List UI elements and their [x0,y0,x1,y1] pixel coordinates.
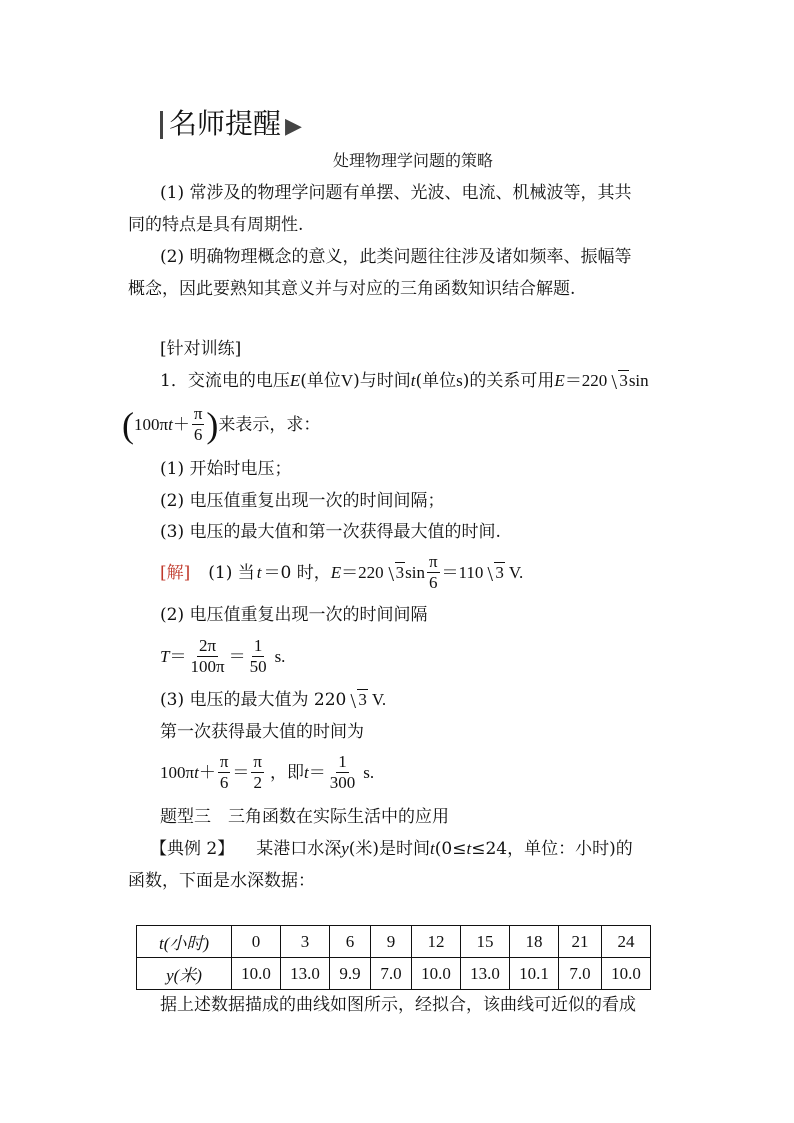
frac-num: π [219,752,229,771]
table-cell: 18 [510,926,559,958]
solution-line2: (2) 电压值重复出现一次的时间间隔 [160,605,428,625]
strategy-title: 处理物理学问题的策略 [333,151,494,170]
q-formula-coef: ＝220 [564,371,608,390]
footer-text: 据上述数据描成的曲线如图所示，经拟合，该曲线可近似的看成 [160,995,636,1015]
fraction-pi-over-2 [251,752,264,793]
q-arg: 100π [134,414,169,434]
q-text: (单位 [300,371,341,391]
fraction-pi-over-6 [427,552,440,593]
s5-var-t: t [304,762,309,782]
s5-plus: ＋ [198,762,216,782]
table-header-y [137,958,232,990]
sqrt-symbol [386,562,406,584]
header-bar [160,111,163,139]
s5-coef: 100π [160,762,195,782]
q-unit-V: V [340,371,354,390]
s1-coef: ＝220 [341,562,384,582]
s1-var-t: t [256,562,262,582]
sqrt-radicand: 3 [358,690,367,709]
q-text: )的关系可用 [462,371,555,391]
frac-den: 300 [329,773,356,792]
q-text: (单位 [415,371,457,391]
table-cell: 10.0 [232,958,281,990]
ex-text: 某港口水深 [256,839,342,859]
ex-var-t: t [466,839,472,858]
table-row [137,958,651,990]
solution-tag: [解] [160,562,191,583]
table-cell: 12 [412,926,461,958]
frac-den: 6 [193,425,203,444]
q-formula-E: E [554,371,565,390]
q-text: 1．交流电的电压 [160,371,290,391]
fraction-pi-over-6 [192,404,205,445]
s1-unit: V. [508,562,524,582]
ex-var-y: y [341,839,349,858]
table-cell: 6 [330,926,371,958]
q-var-t: t [410,371,416,390]
solution-line1 [160,552,523,593]
sqrt-symbol [609,370,629,392]
table-cell: 13.0 [461,958,510,990]
example-tag: 【典例 2】 [150,839,235,859]
q-unit-s: s [456,371,463,390]
fraction-1-over-50 [248,636,269,677]
sqrt-radicand: 3 [395,562,405,582]
header-label: 名师提醒 [169,107,282,140]
strategy-p2-line2: 概念，因此要熟知其意义并与对应的三角函数知识结合解题. [128,279,576,299]
right-paren: ) [206,404,219,445]
frac-den: 6 [219,773,229,792]
q-sin: sin [628,371,649,390]
sqrt-radicand: 3 [495,562,504,582]
q-plus: ＋ [172,414,190,434]
frac-num: 1 [253,636,263,655]
solution-period-formula [160,636,285,677]
example2-line1 [150,838,633,860]
left-paren: ( [122,404,134,445]
solution-line4: 第一次获得最大值的时间为 [160,722,364,742]
frac-den: 2 [253,773,262,792]
frac-den: 50 [249,657,267,676]
frac-den: 100π [190,657,225,676]
frac-num: π [428,552,438,571]
q-var-E: E [289,371,301,390]
table-cell: 10.1 [510,958,559,990]
s2-eq: ＝ [169,646,187,666]
q-text: )与时间 [353,371,411,391]
q-arg-t: t [168,414,173,434]
frac-num: 1 [338,752,347,771]
strategy-p2-line1: (2) 明确物理概念的意义，此类问题往往涉及诸如频率、振幅等 [160,247,632,267]
s5-var-t: t [194,762,199,782]
fraction-pi-over-6 [218,752,231,793]
s2-eq: ＝ [228,646,246,666]
ex-text: (0≤ [434,839,467,859]
table-row [137,926,651,958]
table-cell: 10.0 [412,958,461,990]
table-cell: 9.9 [330,958,371,990]
section-header [160,106,302,145]
subquestion-2: (2) 电压值重复出现一次的时间间隔； [160,491,445,511]
practice-label: [针对训练] [160,339,242,359]
s1-sin: sin [405,562,425,582]
sqrt-radicand: 3 [619,371,628,390]
q-end: 来表示，求： [218,414,321,435]
ex-text: (米)是时间 [348,839,431,859]
table-cell: 13.0 [281,958,330,990]
frac-num: 2π [198,636,217,655]
s1-var-E: E [330,562,342,582]
practice-question-line1 [160,370,649,392]
frac-num: π [193,404,203,423]
table-cell: 24 [602,926,651,958]
fraction-1-over-300 [328,752,358,793]
example2-line2: 函数，下面是水深数据： [128,871,315,891]
subquestion-1: (1) 开始时电压； [160,459,292,479]
s2-var-T: T [160,646,170,666]
sqrt-symbol [485,562,505,584]
s5-eq: ＝ [232,762,250,782]
header-text: t(小时) [158,934,210,953]
s1-text: ＝0 时， [263,562,331,583]
solution-line5 [160,752,374,793]
table-cell: 15 [461,926,510,958]
s3-unit: V. [371,690,387,709]
strategy-p1-line2: 同的特点是具有周期性. [128,215,304,235]
play-arrow-icon: ▶ [285,114,302,139]
table-cell: 7.0 [371,958,412,990]
strategy-p1-line1: (1) 常涉及的物理学问题有单摆、光波、电流、机械波等，其共 [160,183,632,203]
table-cell: 7.0 [559,958,602,990]
sqrt-symbol [348,689,368,711]
table-cell: 3 [281,926,330,958]
table-cell: 9 [371,926,412,958]
s5-eq: ＝ [308,762,326,782]
solution-line3 [160,689,386,711]
practice-question-line2 [122,404,320,445]
frac-num: π [253,752,263,771]
s5-text: ，即 [270,762,305,783]
frac-den: 6 [429,573,438,592]
type3-title: 题型三 三角函数在实际生活中的应用 [160,807,449,827]
s1-text: (1) 当 [208,562,255,583]
s2-unit: s. [274,646,286,666]
s5-unit: s. [363,762,375,782]
water-depth-table [136,925,651,990]
ex-text: ≤24，单位：小时)的 [471,839,633,859]
table-cell: 10.0 [602,958,651,990]
s1-result: ＝110 [441,562,484,582]
subquestion-3: (3) 电压的最大值和第一次获得最大值的时间. [160,522,501,542]
fraction-2pi-over-100pi [188,636,226,677]
ex-var-t: t [430,839,435,858]
table-cell: 21 [559,926,602,958]
table-header-t [137,926,232,958]
header-text: y(米) [166,966,202,985]
table-cell: 0 [232,926,281,958]
s3-text: (3) 电压的最大值为 220 [160,690,347,710]
